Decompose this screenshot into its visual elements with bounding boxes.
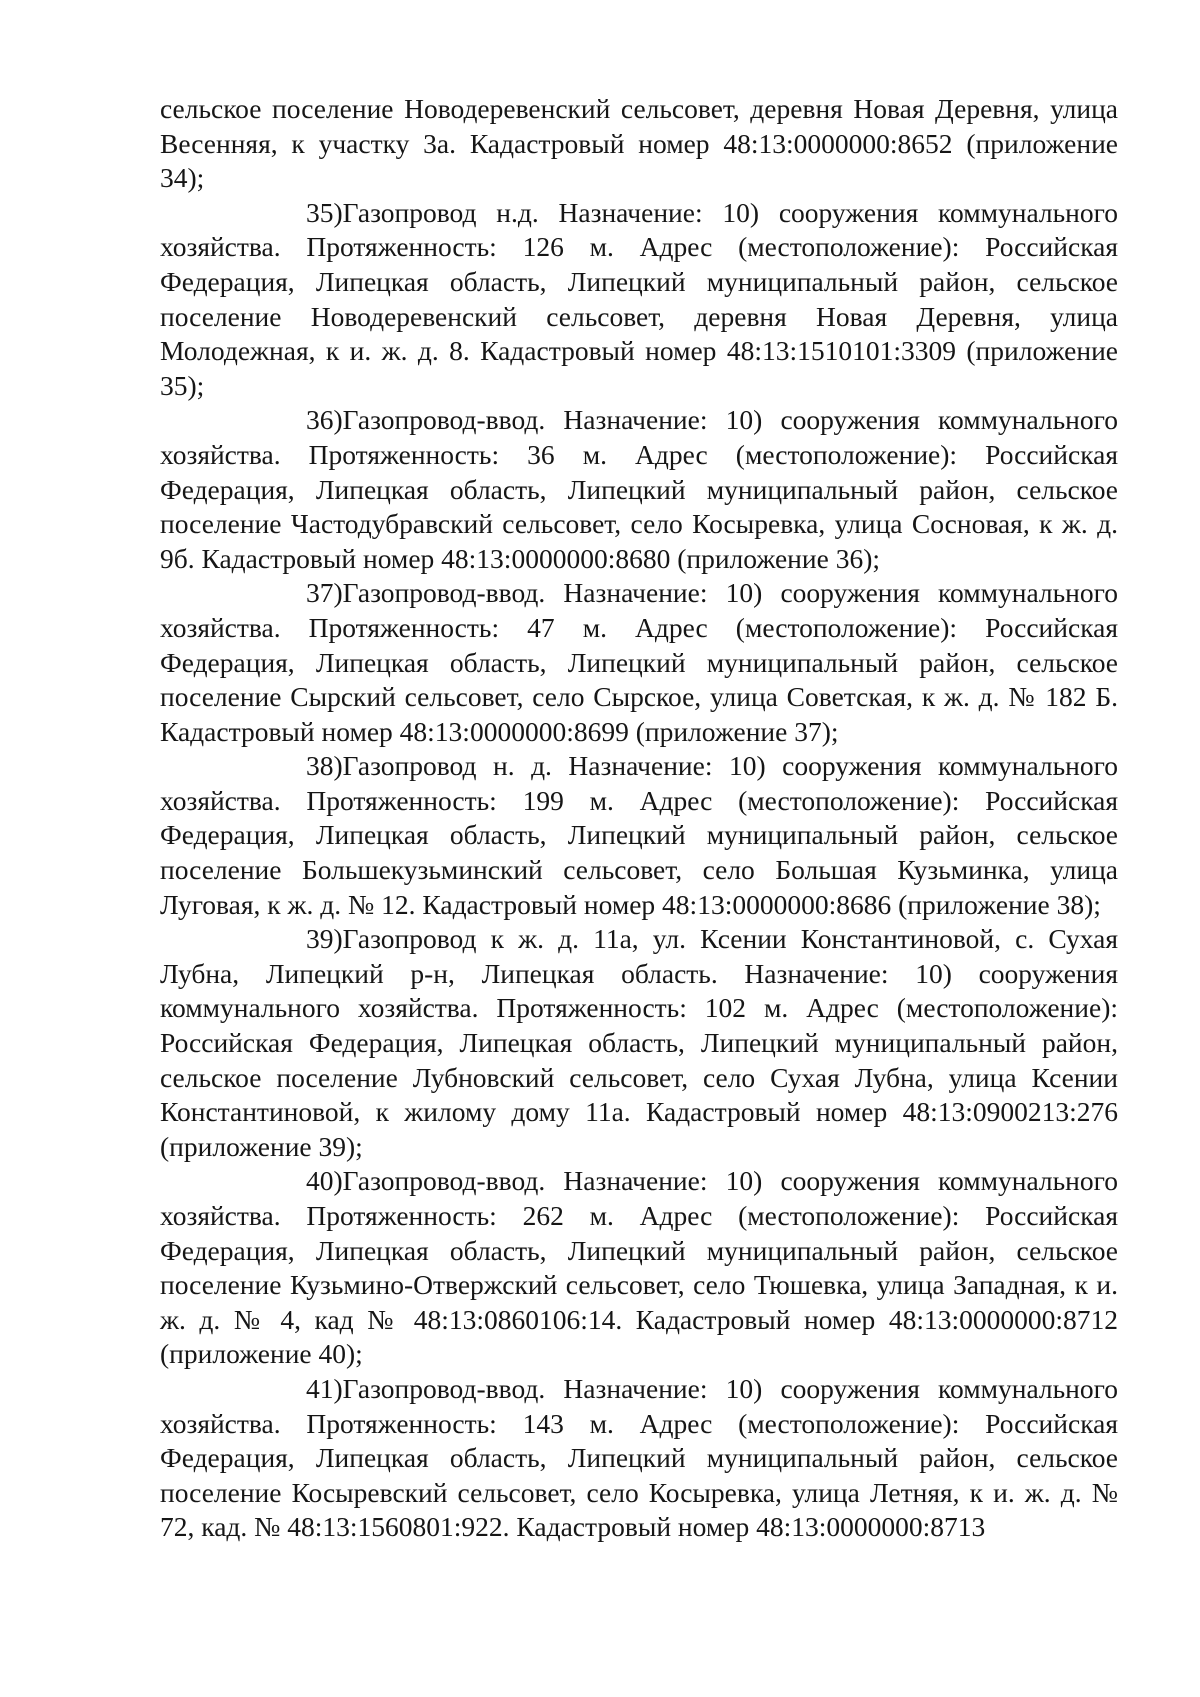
item-number: 39) bbox=[306, 923, 343, 955]
paragraph-text: сельское поселение Новодеревенский сельсовет, деревня Новая Деревня, улица Весенняя, к участку 3а. Кадастровый номер 48:13:0000000:8652 (приложение 34); bbox=[160, 93, 1118, 194]
list-item-41 bbox=[160, 1372, 1118, 1545]
list-item-40 bbox=[160, 1164, 1118, 1372]
item-number: 36) bbox=[306, 404, 343, 436]
list-item-36 bbox=[160, 403, 1118, 576]
document-page bbox=[160, 92, 1118, 1545]
paragraph-continuation bbox=[160, 92, 1118, 196]
list-item-38 bbox=[160, 749, 1118, 922]
item-number: 41) bbox=[306, 1372, 343, 1404]
item-number: 38) bbox=[306, 750, 343, 782]
paragraph-text: Газопровод-ввод. Назначение: 10) сооружения коммунального хозяйства. Протяженность: 143 м. Адрес (местоположение): Российская Федерация, Липецкая область, Липецкий муниципальный район, сельское поселение Косыревский сельсовет, село Косыревка, улица Летняя, к и. ж. д. № 72, кад. № 48:13:1560801:922. Кадастровый номер 48:13:0000000:8713 bbox=[160, 1372, 1118, 1543]
item-number: 40) bbox=[306, 1165, 343, 1197]
list-item-37 bbox=[160, 576, 1118, 749]
paragraph-text: Газопровод к ж. д. 11а, ул. Ксении Константиновой, с. Сухая Лубна, Липецкий р-н, Липецкая область. Назначение: 10) сооружения коммунального хозяйства. Протяженность: 102 м. Адрес (местоположение): Российская Федерация, Липецкая область, Липецкий муниципальный район, сельское поселение Лубновский сельсовет, село Сухая Лубна, улица Ксении Константиновой, к жилому дому 11а. Кадастровый номер 48:13:0900213:276 (приложение 39); bbox=[160, 923, 1118, 1162]
list-item-39 bbox=[160, 922, 1118, 1164]
paragraph-text: Газопровод-ввод. Назначение: 10) сооружения коммунального хозяйства. Протяженность: 262 м. Адрес (местоположение): Российская Федерация, Липецкая область, Липецкий муниципальный район, сельское поселение Кузьмино-Отвержский сельсовет, село Тюшевка, улица Западная, к и. ж. д. № 4, кад № 48:13:0860106:14. Кадастровый номер 48:13:0000000:8712 (приложение 40); bbox=[160, 1165, 1118, 1370]
item-number: 37) bbox=[306, 577, 343, 609]
paragraph-text: Газопровод-ввод. Назначение: 10) сооружения коммунального хозяйства. Протяженность: 36 м. Адрес (местоположение): Российская Федерация, Липецкая область, Липецкий муниципальный район, сельское поселение Частодубравский сельсовет, село Косыревка, улица Сосновая, к ж. д. 9б. Кадастровый номер 48:13:0000000:8680 (приложение 36); bbox=[160, 404, 1118, 574]
paragraph-text: Газопровод н.д. Назначение: 10) сооружения коммунального хозяйства. Протяженность: 126 м. Адрес (местоположение): Российская Федерация, Липецкая область, Липецкий муниципальный район, сельское поселение Новодеревенский сельсовет, деревня Новая Деревня, улица Молодежная, к и. ж. д. 8. Кадастровый номер 48:13:1510101:3309 (приложение 35); bbox=[160, 196, 1118, 401]
list-item-35 bbox=[160, 196, 1118, 404]
paragraph-text: Газопровод-ввод. Назначение: 10) сооружения коммунального хозяйства. Протяженность: 47 м. Адрес (местоположение): Российская Федерация, Липецкая область, Липецкий муниципальный район, сельское поселение Сырский сельсовет, село Сырское, улица Советская, к ж. д. № 182 Б. Кадастровый номер 48:13:0000000:8699 (приложение 37); bbox=[160, 577, 1118, 747]
paragraph-text: Газопровод н. д. Назначение: 10) сооружения коммунального хозяйства. Протяженность: 199 м. Адрес (местоположение): Российская Федерация, Липецкая область, Липецкий муниципальный район, сельское поселение Большекузьминский сельсовет, село Большая Кузьминка, улица Луговая, к ж. д. № 12. Кадастровый номер 48:13:0000000:8686 (приложение 38); bbox=[160, 750, 1118, 920]
item-number: 35) bbox=[306, 196, 343, 228]
